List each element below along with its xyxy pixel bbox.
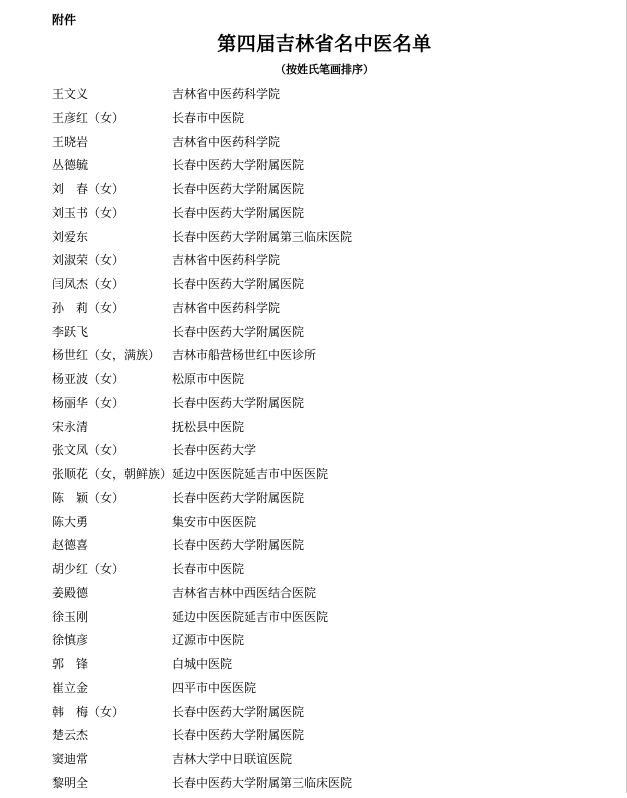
person-name: 宋永清	[52, 419, 89, 434]
person-name: 杨世红（女，满族）	[52, 348, 161, 363]
institution-name: 长春中医药大学附属医院	[172, 158, 305, 173]
institution-name: 松原市中医院	[172, 372, 245, 386]
institution-name: 吉林省中医药科学院	[172, 134, 281, 149]
person-name: 杨亚波（女）	[52, 372, 125, 386]
institution-name: 长春中医药大学附属第三临床医院	[172, 229, 353, 244]
institution-name: 长春中医药大学附属医院	[172, 538, 305, 553]
document-subtitle: （按姓氏笔画排序）	[275, 63, 374, 76]
institution-name: 长春中医药大学附属医院	[172, 704, 305, 719]
institution-name: 长春中医药大学	[172, 443, 257, 458]
institution-name: 长春市中医院	[172, 562, 245, 576]
institution-name: 长春中医药大学附属医院	[172, 277, 305, 291]
document-title: 第四届吉林省名中医名单	[217, 33, 432, 55]
institution-name: 长春中医药大学附属医院	[172, 182, 305, 196]
person-name: 徐慎彦	[52, 633, 89, 648]
institution-name: 长春中医药大学附属医院	[172, 205, 305, 220]
institution-name: 辽源市中医院	[172, 633, 245, 648]
institution-name: 长春中医药大学附属医院	[172, 324, 305, 339]
person-name: 窦迪常	[52, 752, 89, 766]
institution-name: 长春中医药大学附属医院	[172, 728, 305, 743]
institution-name: 白城中医院	[172, 657, 233, 671]
institution-name: 长春中医药大学附属第三临床医院	[172, 775, 353, 790]
person-name: 姜殿德	[52, 585, 89, 600]
institution-name: 吉林省中医药科学院	[172, 253, 281, 268]
institution-name: 长春市中医院	[172, 110, 245, 125]
person-name: 王文义	[52, 87, 89, 101]
person-name: 陈大勇	[52, 514, 89, 529]
institution-name: 抚松县中医院	[172, 419, 245, 434]
institution-name: 吉林省中医药科学院	[172, 87, 281, 101]
person-name: 李跃飞	[52, 324, 89, 339]
person-name: 闫凤杰（女）	[52, 277, 125, 291]
person-name: 刘淑荣（女）	[52, 253, 125, 268]
person-name: 韩 梅（女）	[52, 704, 125, 719]
institution-name: 吉林省中医药科学院	[172, 300, 281, 315]
institution-name: 四平市中医医院	[172, 680, 257, 695]
institution-name: 长春中医药大学附属医院	[172, 490, 305, 505]
institution-name: 吉林大学中日联谊医院	[172, 752, 293, 766]
person-name: 赵德喜	[52, 538, 89, 553]
person-name: 孙 莉（女）	[52, 300, 125, 315]
institution-name: 长春中医药大学附属医院	[172, 395, 305, 410]
person-name: 张顺花（女，朝鲜族）	[52, 467, 173, 481]
person-name: 丛德毓	[52, 158, 89, 173]
institution-name: 吉林省吉林中西医结合医院	[172, 585, 317, 600]
person-name: 楚云杰	[52, 728, 89, 743]
person-name: 郭 锋	[52, 657, 89, 671]
person-name: 刘玉书（女）	[52, 205, 125, 220]
institution-name: 延边中医医院延吉市中医医院	[172, 467, 329, 481]
attachment-label: 附件	[52, 13, 77, 27]
person-name: 黎明全	[52, 775, 89, 790]
institution-name: 吉林市船营杨世红中医诊所	[172, 348, 317, 363]
person-name: 杨丽华（女）	[52, 395, 125, 410]
institution-name: 集安市中医医院	[172, 514, 257, 529]
person-name: 陈 颖（女）	[52, 490, 125, 505]
person-name: 刘爱东	[52, 229, 89, 244]
person-name: 胡少红（女）	[52, 562, 125, 576]
person-name: 王晓岩	[52, 134, 89, 149]
person-name: 张文凤（女）	[52, 443, 125, 458]
institution-name: 延边中医医院延吉市中医医院	[172, 609, 329, 624]
person-name: 徐玉刚	[52, 609, 89, 624]
person-name: 王彦红（女）	[52, 110, 125, 125]
person-name: 刘 春（女）	[52, 182, 125, 196]
person-name: 崔立金	[52, 680, 89, 695]
